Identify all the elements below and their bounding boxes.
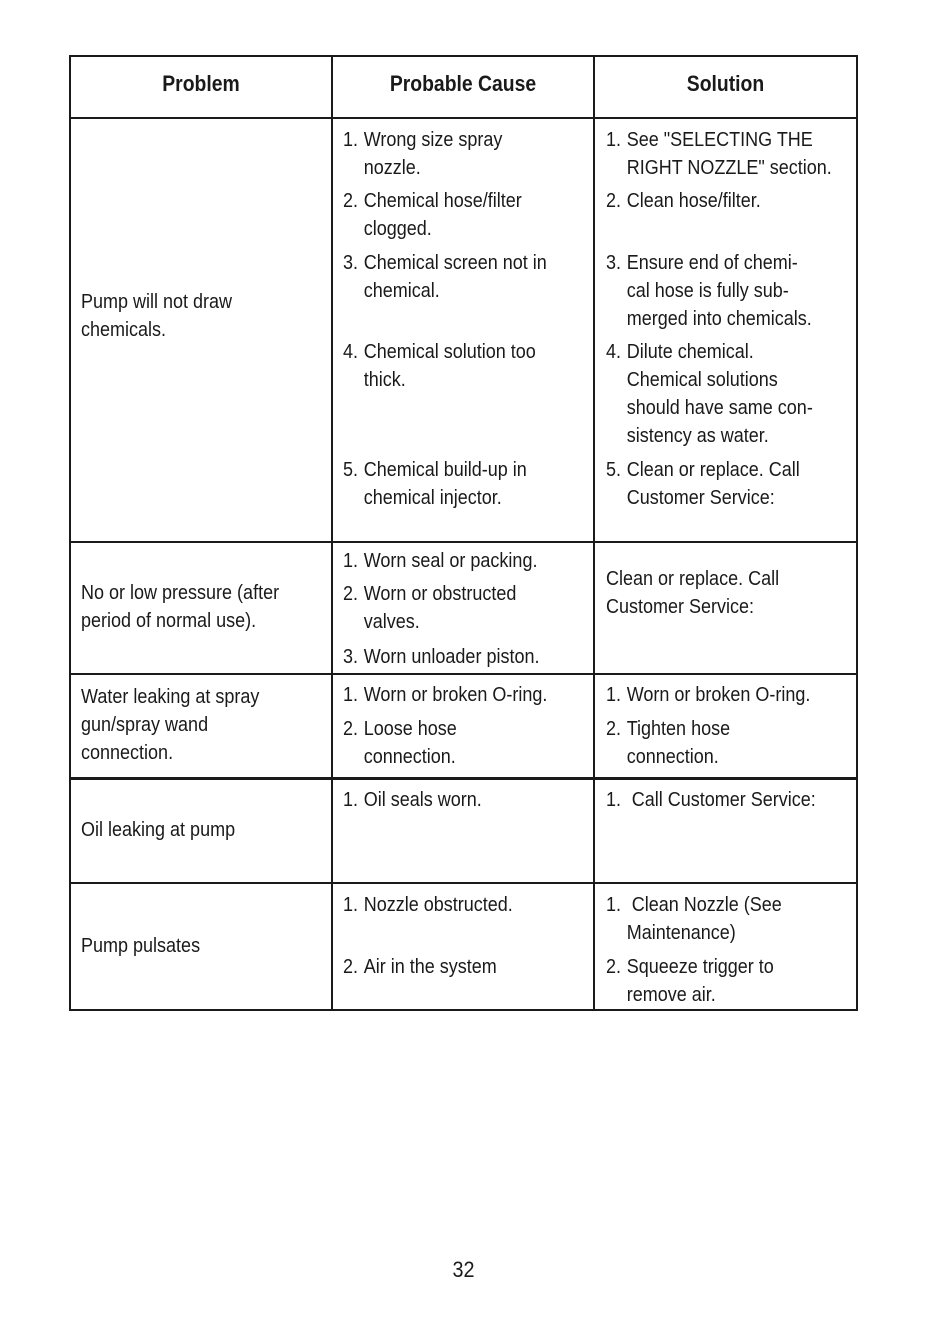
table-border-top	[69, 55, 858, 57]
row-divider	[69, 777, 858, 780]
header-problem: Problem	[162, 71, 240, 96]
header-probable-cause: Probable Cause	[389, 71, 537, 96]
cause-item: 2. Chemical hose/filter clogged.	[343, 190, 522, 240]
cause-item: 1. Oil seals worn.	[343, 789, 482, 811]
problem-cell	[81, 683, 259, 767]
problem-text: Pump will not draw	[81, 291, 233, 313]
table-border-right	[856, 55, 858, 1011]
problem-text: Oil leaking at pump	[81, 819, 236, 841]
cause-item: 4. Chemical solution too thick.	[343, 341, 536, 391]
row-divider	[69, 541, 858, 543]
solution-item: 1. Call Customer Service:	[606, 789, 816, 811]
troubleshooting-table	[69, 55, 858, 1011]
solution-item: 4. Dilute chemical. Chemical solutions should have same con- sistency as water.	[606, 341, 813, 447]
solution-item: 2. Squeeze trigger to remove air.	[606, 956, 774, 1006]
problem-cell	[81, 932, 200, 960]
cause-item: 1. Worn or broken O-ring.	[343, 684, 548, 706]
problem-text: period of normal use).	[81, 610, 257, 632]
solution-item: 1. See "SELECTING THE RIGHT NOZZLE" section.	[606, 129, 832, 179]
problem-text: Pump pulsates	[81, 935, 201, 957]
solution-item: 2. Clean hose/filter.	[606, 190, 761, 212]
cause-item: 2. Loose hose connection.	[343, 718, 457, 768]
problem-cell	[81, 579, 279, 635]
problem-text: Water leaking at spray	[81, 686, 260, 708]
row-divider	[69, 673, 858, 675]
problem-text: connection.	[81, 742, 174, 764]
column-divider	[331, 55, 333, 1011]
solution-item: 5. Clean or replace. Call Customer Service:	[606, 459, 800, 509]
page-number: 32	[452, 1257, 475, 1282]
cause-item: 1. Wrong size spray nozzle.	[343, 129, 503, 179]
cause-item: 3. Worn unloader piston.	[343, 646, 540, 668]
problem-text: chemicals.	[81, 319, 167, 341]
solution-item: 3. Ensure end of chemi- cal hose is fully sub- merged into chemicals.	[606, 252, 812, 330]
problem-cell	[81, 288, 232, 344]
table-border-left	[69, 55, 71, 1011]
solution-item: 1. Worn or broken O-ring.	[606, 684, 811, 706]
cause-item: 1. Worn seal or packing.	[343, 550, 538, 572]
header-solution: Solution	[686, 71, 765, 96]
problem-text: No or low pressure (after	[81, 582, 280, 604]
table-border-bottom	[69, 1009, 858, 1011]
cause-item: 2. Worn or obstructed valves.	[343, 583, 517, 633]
cause-item: 2. Air in the system	[343, 956, 497, 978]
cause-item: 1. Nozzle obstructed.	[343, 894, 513, 916]
problem-text: gun/spray wand	[81, 714, 209, 736]
solution-item: 1. Clean Nozzle (See Maintenance)	[606, 894, 782, 944]
row-divider	[69, 882, 858, 884]
solution-item: 2. Tighten hose connection.	[606, 718, 731, 768]
cause-item: 5. Chemical build-up in chemical injector.	[343, 459, 527, 509]
column-divider	[593, 55, 595, 1011]
cause-item: 3. Chemical screen not in chemical.	[343, 252, 547, 302]
problem-cell	[81, 816, 235, 844]
header-divider	[69, 117, 858, 119]
solution-item: Clean or replace. Call Customer Service:	[606, 568, 780, 618]
